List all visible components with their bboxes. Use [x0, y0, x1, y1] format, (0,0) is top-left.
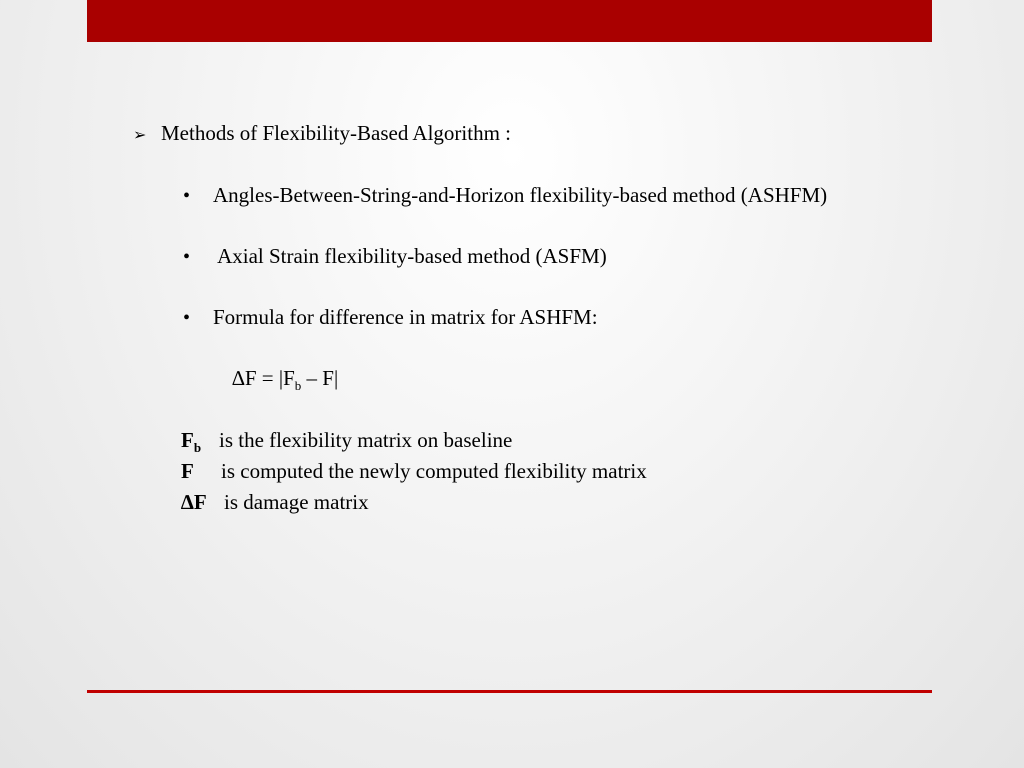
list-item-text: Formula for difference in matrix for ASHFM: [213, 305, 598, 329]
definition-row [181, 428, 513, 456]
section-heading [133, 121, 511, 147]
definition-term: $F_b$ [181, 428, 202, 456]
definition-term: ∆F [181, 490, 207, 514]
definition-row [181, 490, 369, 514]
arrow-bullet-icon: ➢ [133, 125, 147, 144]
definition-term: F [181, 459, 194, 483]
bottom-divider-line [87, 690, 932, 693]
list-item [183, 244, 607, 269]
definition-text: is damage matrix [224, 490, 369, 514]
formula-subscript: b [294, 378, 302, 394]
list-item [183, 183, 827, 208]
list-item-text: Axial Strain flexibility-based method (ASFM) [213, 244, 607, 268]
bullet-dot-icon: • [183, 246, 191, 268]
section-heading-text: Methods of Flexibility-Based Algorithm : [161, 121, 511, 145]
definition-text: is the flexibility matrix on baseline [219, 428, 513, 452]
formula-rhs: – F| [301, 366, 339, 390]
bullet-dot-icon: • [183, 307, 191, 329]
difference-formula [232, 366, 339, 394]
bullet-dot-icon: • [183, 185, 191, 207]
list-item [183, 305, 598, 330]
list-item-text: Angles-Between-String-and-Horizon flexibility-based method (ASHFM) [213, 183, 828, 207]
formula-lhs: ∆F = |F [232, 366, 295, 390]
definition-row [181, 459, 647, 483]
definition-text: is computed the newly computed flexibility matrix [221, 459, 647, 483]
